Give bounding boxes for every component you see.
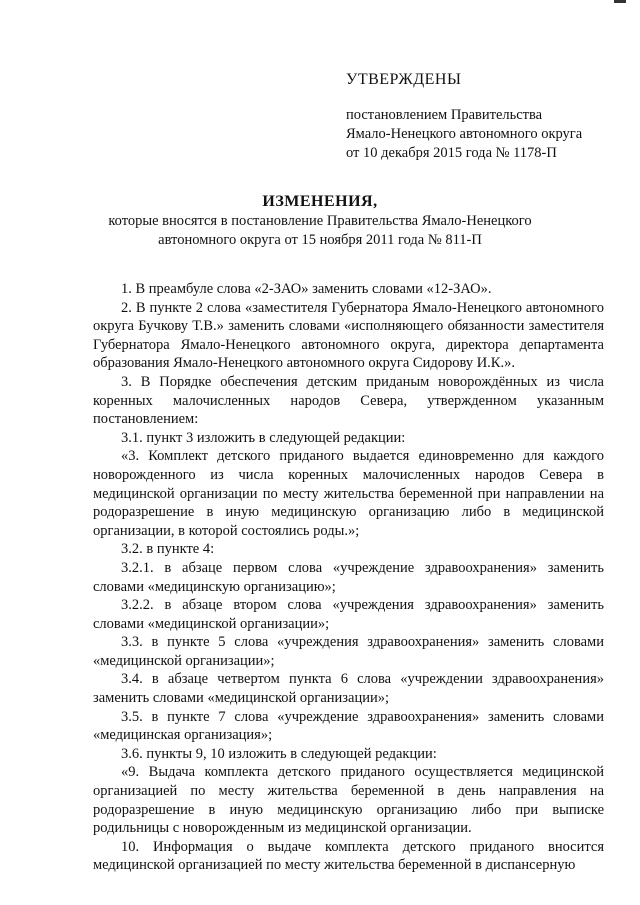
paragraph-3-3: 3.3. в пункте 5 слова «учреждения здравоохранения» заменить словами «медицинской организации»; [93,634,604,669]
heading-subtitle-line-2: автономного округа от 15 ноября 2011 года № 811-П [158,232,482,248]
document-heading [60,192,580,250]
paragraph-3-6: 3.6. пункты 9, 10 изложить в следующей редакции: [121,745,437,762]
paragraph-3-1-text: «3. Комплект детского приданого выдается единовременно для каждого новорожденного из числа коренных малочисленных народов Севера в медицинской организации по месту жительства беременной при направлении на родоразрешение в иную медицинскую организацию либо в медицинской организации, в которой состоялись роды.»; [93,448,604,539]
paragraph-3-2-2: 3.2.2. в абзаце втором слова «учреждения здравоохранения» заменить словами «медицинской организации»; [93,597,604,632]
paragraph-3-2: 3.2. в пункте 4: [121,541,215,558]
paragraph-2: 2. В пункте 2 слова «заместителя Губернатора Ямало-Ненецкого автономного округа Бучкову Т.В.» заменить словами «исполняющего обязанности заместителя Губернатора Ямало-Ненецкого автономного округа, директора департамента образования Ямало-Ненецкого автономного округа Сидорову И.К.». [93,299,604,372]
heading-subtitle-line-1: которые вносятся в постановление Правительства Ямало-Ненецкого [108,213,532,229]
heading-title: ИЗМЕНЕНИЯ, [262,193,378,210]
paragraph-3: 3. В Порядке обеспечения детским приданым новорождённых из числа коренных малочисленных народов Севера, утвержденном указанным постановлением: [93,373,604,428]
paragraph-3-2-1: 3.2.1. в абзаце первом слова «учреждение здравоохранения» заменить словами «медицинскую организацию»; [93,559,604,595]
approval-line-2: Ямало-Ненецкого автономного округа [346,126,583,142]
paragraph-9-text: «9. Выдача комплекта детского приданого осуществляется медицинской организацией по месту жительства беременной в день направления на родоразрешение в иную медицинскую организацию либо при выписке родильницы с новорожденным из медицинской организации. [93,764,604,837]
paragraph-3-5: 3.5. в пункте 7 слова «учреждение здравоохранения» заменить словами «медицинская организация»; [93,708,604,744]
approval-stamp [346,70,616,163]
approval-title: УТВЕРЖДЕНЫ [346,71,462,88]
document-body [93,280,604,875]
paragraph-3-4: 3.4. в абзаце четвертом пункта 6 слова «учреждении здравоохранения» заменить словами «медицинской организации»; [93,671,604,707]
paragraph-1: 1. В преамбуле слова «2-ЗАО» заменить словами «12-ЗАО». [121,281,492,297]
approval-line-1: постановлением Правительства [346,107,543,123]
paragraph-10-text: 10. Информация о выдаче комплекта детского приданого вносится медицинской организацией по месту жительства беременной в диспансерную [93,838,604,874]
approval-line-3: от 10 декабря 2015 года № 1178-П [346,145,557,161]
scan-artifact [614,0,626,3]
paragraph-3-1: 3.1. пункт 3 изложить в следующей редакции: [121,429,406,446]
